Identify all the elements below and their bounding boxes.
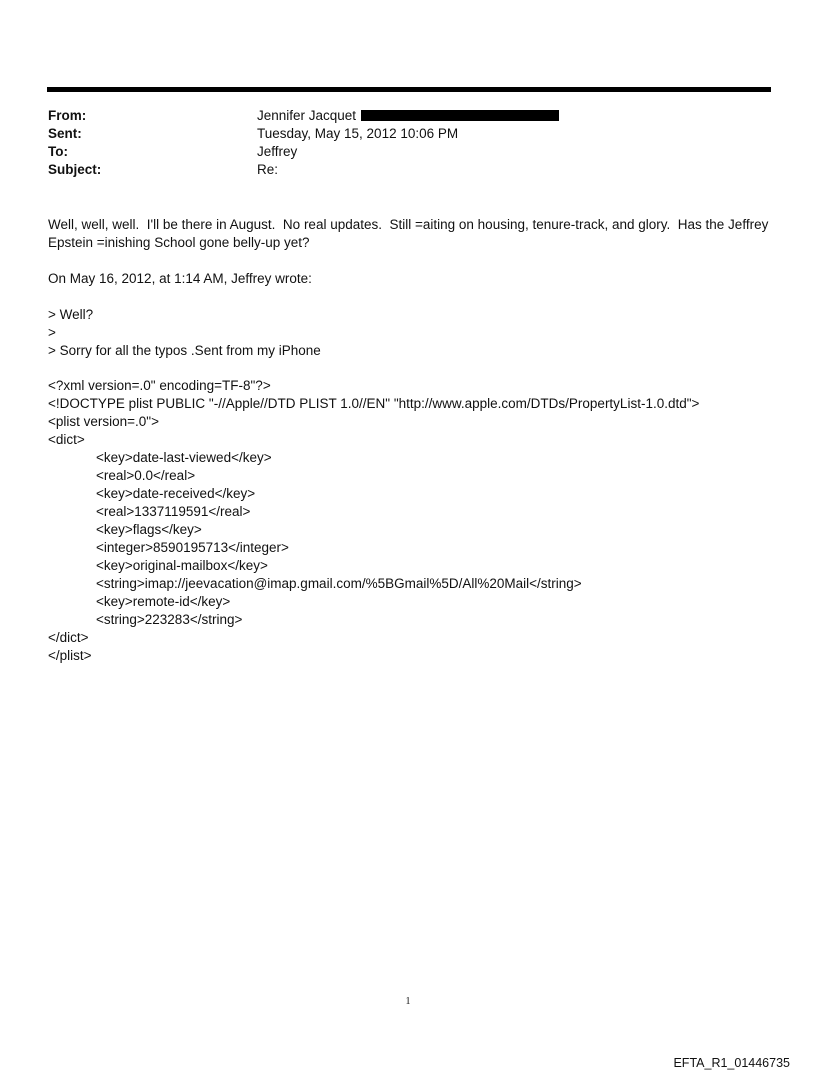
quote-line: > Well? (48, 307, 94, 322)
plist-line: <plist version=.0"> (48, 414, 159, 429)
plist-line: <string>imap://jeevacation@imap.gmail.com/%5BGmail%5D/All%20Mail</string> (96, 576, 582, 591)
bates-number: EFTA_R1_01446735 (673, 1056, 790, 1070)
header-rule (47, 87, 771, 92)
plist-line: <key>date-received</key> (96, 486, 256, 501)
plist-line: <real>0.0</real> (96, 468, 196, 483)
quote-line: > (48, 325, 56, 340)
email-header (48, 107, 768, 179)
message-line: Well, well, well. I'll be there in August. No real updates. Still =aiting on housing, tenure-track, and glory. Has the Jeffrey (48, 217, 769, 232)
plist-line: </dict> (48, 630, 89, 645)
plist-line: <integer>8590195713</integer> (96, 540, 289, 555)
subject-row (48, 161, 768, 179)
from-value (257, 107, 559, 125)
plist-line: <key>flags</key> (96, 522, 202, 537)
redacted-email-block (361, 110, 559, 121)
quote-line: > Sorry for all the typos .Sent from my iPhone (48, 343, 321, 358)
message-line: Epstein =inishing School gone belly-up yet? (48, 235, 310, 250)
plist-line: <real>1337119591</real> (96, 504, 251, 519)
plist-line: <key>original-mailbox</key> (96, 558, 268, 573)
subject-label: Subject: (48, 162, 102, 177)
from-label: From: (48, 108, 87, 123)
sent-row (48, 125, 768, 143)
to-row (48, 143, 768, 161)
plist-line: </plist> (48, 648, 92, 663)
to-value: Jeffrey (257, 144, 298, 159)
to-label: To: (48, 144, 68, 159)
plist-line: <key>date-last-viewed</key> (96, 450, 272, 465)
subject-value: Re: (257, 162, 279, 177)
quoted-message (48, 306, 772, 360)
reply-attribution (48, 270, 772, 288)
plist-line: <!DOCTYPE plist PUBLIC "-//Apple//DTD PLIST 1.0//EN" "http://www.apple.com/DTDs/PropertyList-1.0.dtd"> (48, 396, 700, 411)
attribution-line: On May 16, 2012, at 1:14 AM, Jeffrey wrote: (48, 271, 312, 286)
sent-label: Sent: (48, 126, 82, 141)
plist-line: <?xml version=.0" encoding=TF-8"?> (48, 378, 271, 393)
page-number: 1 (405, 996, 411, 1007)
from-name: Jennifer Jacquet (257, 108, 357, 123)
from-row (48, 107, 768, 125)
plist-line: <key>remote-id</key> (96, 594, 231, 609)
plist-line: <string>223283</string> (96, 612, 243, 627)
message-paragraph (48, 216, 772, 252)
plist-line: <dict> (48, 432, 85, 447)
sent-value: Tuesday, May 15, 2012 10:06 PM (257, 126, 459, 141)
plist-block (48, 377, 772, 665)
